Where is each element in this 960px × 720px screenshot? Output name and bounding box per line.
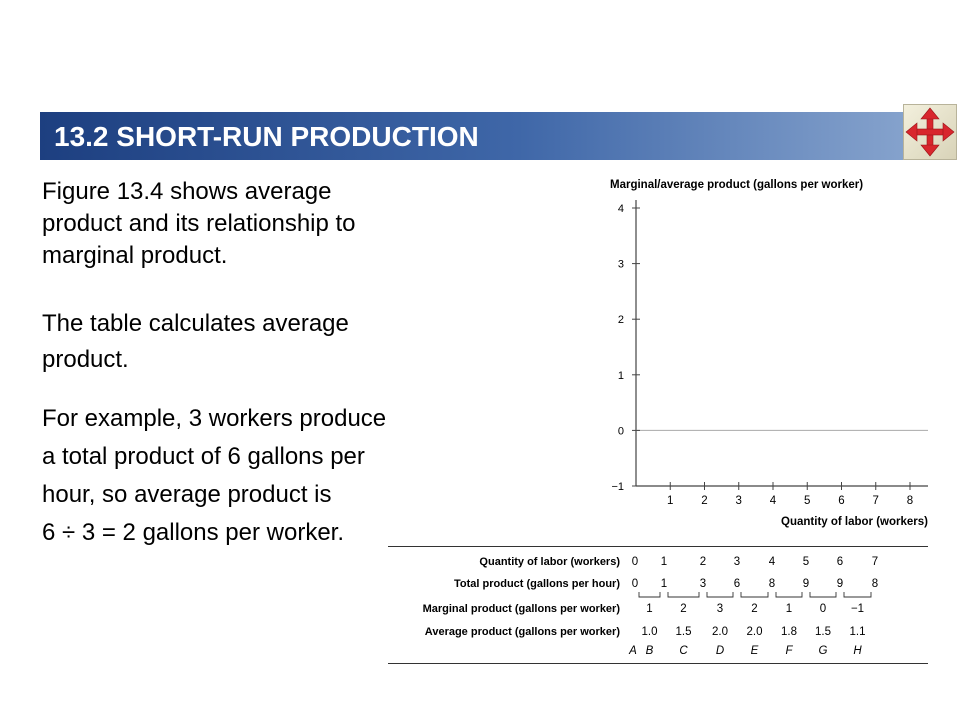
x-tick-label: 6 <box>838 495 845 507</box>
y-tick-label: −1 <box>611 481 624 493</box>
table-cell: 5 <box>802 556 810 568</box>
x-tick-label: 3 <box>735 495 742 507</box>
point-letter: H <box>853 645 862 657</box>
text-line: 6 ÷ 3 = 2 gallons per worker. <box>42 519 345 546</box>
bracket-line <box>668 592 699 597</box>
table-cell: 2 <box>680 603 687 615</box>
table-cell: 0 <box>631 578 639 590</box>
y-tick-label: 1 <box>617 369 624 382</box>
text-line: The table calculates average <box>42 310 349 337</box>
table-cell: 1 <box>785 603 793 615</box>
table-cell: 3 <box>733 556 741 568</box>
point-letter: E <box>750 645 759 657</box>
text-line: product and its relationship to <box>42 210 356 237</box>
table-cell: 6 <box>733 578 741 590</box>
paragraph-3 <box>42 400 386 552</box>
chart-title: Marginal/average product (gallons per worker) <box>610 179 864 191</box>
page-title: 13.2 SHORT-RUN PRODUCTION <box>54 121 479 152</box>
x-axis-label: Quantity of labor (workers) <box>781 516 928 528</box>
table-cell: 6 <box>836 556 844 568</box>
table-bottom-rule <box>388 663 928 664</box>
table-cell: 8 <box>768 578 776 590</box>
table-cell: 1.0 <box>641 626 658 638</box>
point-letter: C <box>679 645 688 657</box>
x-tick-label: 5 <box>804 495 811 507</box>
text-line: a total product of 6 gallons per <box>42 443 365 470</box>
table-cell: 1 <box>646 603 653 615</box>
table-cell: 7 <box>871 556 879 568</box>
text-line: hour, so average product is <box>42 481 332 508</box>
text-line: product. <box>42 346 129 373</box>
table-cell: 1.5 <box>815 626 831 638</box>
table-cell: 4 <box>768 556 776 568</box>
table-cell: 1 <box>660 556 668 568</box>
table-cell: 1 <box>660 578 668 590</box>
bracket-line <box>707 592 733 597</box>
bracket-line <box>844 592 871 597</box>
text-line: Figure 13.4 shows average <box>42 178 332 205</box>
table-cell: 0 <box>819 603 827 615</box>
table-cell: 2 <box>751 603 758 615</box>
table-cell: −1 <box>850 603 865 615</box>
row-label: Marginal product (gallons per worker) <box>422 603 620 615</box>
point-letter: B <box>645 645 654 657</box>
text-line: marginal product. <box>42 242 228 269</box>
table-cell: 3 <box>716 603 724 615</box>
bracket-line <box>639 592 660 597</box>
table-cell: 1.5 <box>675 626 692 638</box>
y-tick-label: 0 <box>617 425 624 438</box>
x-tick-label: 4 <box>769 495 777 507</box>
point-letter: G <box>818 645 828 657</box>
x-tick-label: 7 <box>872 495 879 507</box>
table-cell: 1.8 <box>781 626 797 638</box>
table-cell: 0 <box>631 556 639 568</box>
row-label: Quantity of labor (workers) <box>479 556 620 568</box>
x-tick-label: 8 <box>906 495 914 507</box>
table-cell: 2 <box>699 556 707 568</box>
table-cell: 9 <box>836 578 844 590</box>
product-chart <box>540 170 940 542</box>
row-label: Total product (gallons per hour) <box>453 578 620 590</box>
table-cell: 8 <box>871 578 879 590</box>
point-letter: A <box>629 645 637 657</box>
table-cell: 2.0 <box>746 626 763 638</box>
y-tick-label: 2 <box>617 314 624 327</box>
bracket-line <box>810 592 836 597</box>
y-tick-label: 3 <box>617 258 624 271</box>
point-letter: D <box>715 645 725 657</box>
table-cell: 9 <box>802 578 810 590</box>
x-tick-label: 1 <box>667 495 674 507</box>
paragraph-1 <box>42 176 356 272</box>
production-table <box>388 546 928 666</box>
text-line: For example, 3 workers produce <box>42 405 387 432</box>
paragraph-2 <box>42 306 349 378</box>
title-bar <box>40 112 910 160</box>
bracket-line <box>776 592 802 597</box>
y-tick-label: 4 <box>617 203 624 215</box>
point-letter: F <box>785 645 793 657</box>
table-cell: 3 <box>699 578 707 590</box>
bracket-line <box>741 592 768 597</box>
x-tick-label: 2 <box>701 495 708 507</box>
row-label: Average product (gallons per worker) <box>424 626 620 638</box>
table-cell: 1.1 <box>849 626 866 638</box>
table-cell: 2.0 <box>712 626 728 638</box>
four-way-arrows-icon[interactable] <box>903 104 957 160</box>
